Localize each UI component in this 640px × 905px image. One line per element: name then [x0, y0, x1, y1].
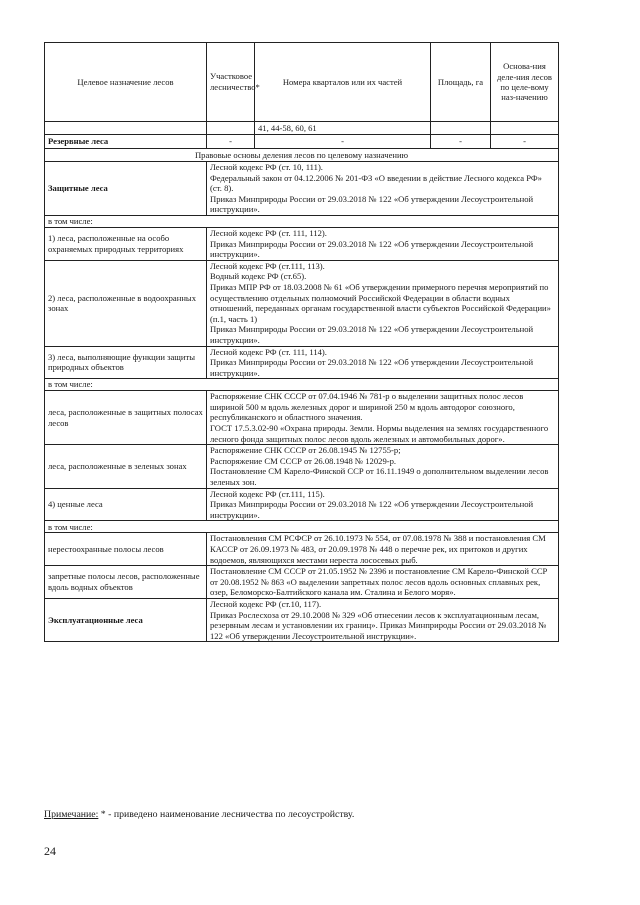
legal-basis-cell: Лесной кодекс РФ (ст.10, 117). Приказ Рослесхоза от 29.10.2008 № 329 «Об отнесении лесов к эксплуатационным лесам, резервным лесам и установлении их границ». Приказ Минприроды России от 29.03.2018 № 122 «Об утверждении Лесоустроительной инструкции».	[207, 598, 559, 641]
table-row	[45, 379, 559, 391]
footnote-text: * - приведено наименование лесничества по лесоустройству.	[98, 809, 355, 820]
category-label: 2) леса, расположенные в водоохранных зонах	[45, 260, 207, 346]
subgroup-label: в том числе:	[45, 521, 559, 533]
table-row-reserve	[45, 135, 559, 149]
legal-basis-cell: Распоряжение СНК СССР от 26.08.1945 № 12755-р; Распоряжение СМ СССР от 26.08.1948 № 12029-р. Постановление СМ Карело-Финской ССР от 16.11.1949 о дополнительном выделении лесов зеленых зон.	[207, 445, 559, 488]
section-title: Правовые основы деления лесов по целевому назначению	[45, 149, 559, 162]
header-purpose: Целевое назначение лесов	[45, 43, 207, 122]
quarters-cell: 41, 44-58, 60, 61	[255, 122, 431, 135]
table-row	[45, 215, 559, 227]
reserve-basis: -	[491, 135, 559, 149]
category-label: Эксплуатационные леса	[45, 598, 207, 641]
category-label: 4) ценные леса	[45, 488, 207, 521]
category-label: 1) леса, расположенные на особо охраняемых природных территориях	[45, 227, 207, 260]
legal-basis-cell: Лесной кодекс РФ (ст.111, 115). Приказ Минприроды России от 29.03.2018 № 122 «Об утверждении Лесоустроительной инструкции».	[207, 488, 559, 521]
category-label: нерестоохранные полосы лесов	[45, 533, 207, 566]
legal-basis-cell: Лесной кодекс РФ (ст. 111, 112). Приказ Минприроды России от 29.03.2018 № 122 «Об утверждении Лесоустроительной инструкции».	[207, 227, 559, 260]
reserve-forestry: -	[207, 135, 255, 149]
reserve-quarters: -	[255, 135, 431, 149]
category-label: запретные полосы лесов, расположенные вдоль водных объектов	[45, 566, 207, 599]
table-row	[45, 445, 559, 488]
table-row	[45, 346, 559, 379]
reserve-area: -	[431, 135, 491, 149]
table-row	[45, 162, 559, 216]
footnote	[44, 809, 564, 821]
legal-basis-cell: Лесной кодекс РФ (ст. 111, 114). Приказ Минприроды России от 29.03.2018 № 122 «Об утверждении Лесоустроительной инструкции».	[207, 346, 559, 379]
category-label: леса, расположенные в защитных полосах лесов	[45, 391, 207, 445]
legal-basis-cell: Постановления СМ РСФСР от 26.10.1973 № 554, от 07.08.1978 № 388 и постановления СМ КАССР от 26.09.1973 № 483, от 20.09.1978 № 448 о перечне рек, их притоков и других водоемов, являющихся местами нереста лососевых рыб.	[207, 533, 559, 566]
table-row	[45, 260, 559, 346]
category-label: Защитные леса	[45, 162, 207, 216]
table-row	[45, 521, 559, 533]
table-row	[45, 598, 559, 641]
forest-purpose-table	[44, 42, 559, 642]
category-label: 3) леса, выполняющие функции защиты природных объектов	[45, 346, 207, 379]
table-row	[45, 227, 559, 260]
section-title-row	[45, 149, 559, 162]
table-row	[45, 533, 559, 566]
footnote-prefix: Примечание:	[44, 809, 99, 820]
subgroup-label: в том числе:	[45, 215, 559, 227]
table-row	[45, 488, 559, 521]
legal-basis-cell: Лесной кодекс РФ (ст. 10, 111). Федеральный закон от 04.12.2006 № 201-ФЗ «О введении в действие Лесного кодекса РФ» (ст. 8). Приказ Минприроды России от 29.03.2018 № 122 «Об утверждении Лесоустроительной инструкции».	[207, 162, 559, 216]
legal-basis-cell: Лесной кодекс РФ (ст.111, 113). Водный кодекс РФ (ст.65). Приказ МПР РФ от 18.03.2008 № 61 «Об утверждении примерного перечня мероприятий по осуществлению отдельных полномочий Российской Федерации в области водных отношений, переданных органам государственной власти субъектов Российской Федерации» (п.1, часть 1) Приказ Минприроды России от 29.03.2018 № 122 «Об утверждении Лесоустроительной инструкции».	[207, 260, 559, 346]
table-row-continuation	[45, 122, 559, 135]
page-number: 24	[44, 844, 56, 858]
legal-basis-cell: Постановление СМ СССР от 21.05.1952 № 2396 и постановление СМ Карело-Финской ССР от 20.08.1952 № 863 «О выделении запретных полос лесов вдоль основных сплавных рек, озер, Беломорско-Балтийского канала им. Сталина и Белого моря».	[207, 566, 559, 599]
header-area: Площадь, га	[431, 43, 491, 122]
category-label: леса, расположенные в зеленых зонах	[45, 445, 207, 488]
header-forestry: Участковое лесничество*	[207, 43, 255, 122]
table-row	[45, 566, 559, 599]
reserve-label: Резервные леса	[45, 135, 207, 149]
header-quarters: Номера кварталов или их частей	[255, 43, 431, 122]
table-header-row	[45, 43, 559, 122]
table-row	[45, 391, 559, 445]
header-basis: Основа-ния деле-ния лесов по целе-вому наз-начению	[491, 43, 559, 122]
subgroup-label: в том числе:	[45, 379, 559, 391]
legal-basis-cell: Распоряжение СНК СССР от 07.04.1946 № 781-р о выделении защитных полос лесов шириной 500 м вдоль железных дорог и шириной 250 м вдоль автодорог союзного, республиканского и областного значения. ГОСТ 17.5.3.02-90 «Охрана природы. Земли. Нормы выделения на землях государственного лесного фонда защитных полос лесов вдоль железных и автомобильных дорог».	[207, 391, 559, 445]
